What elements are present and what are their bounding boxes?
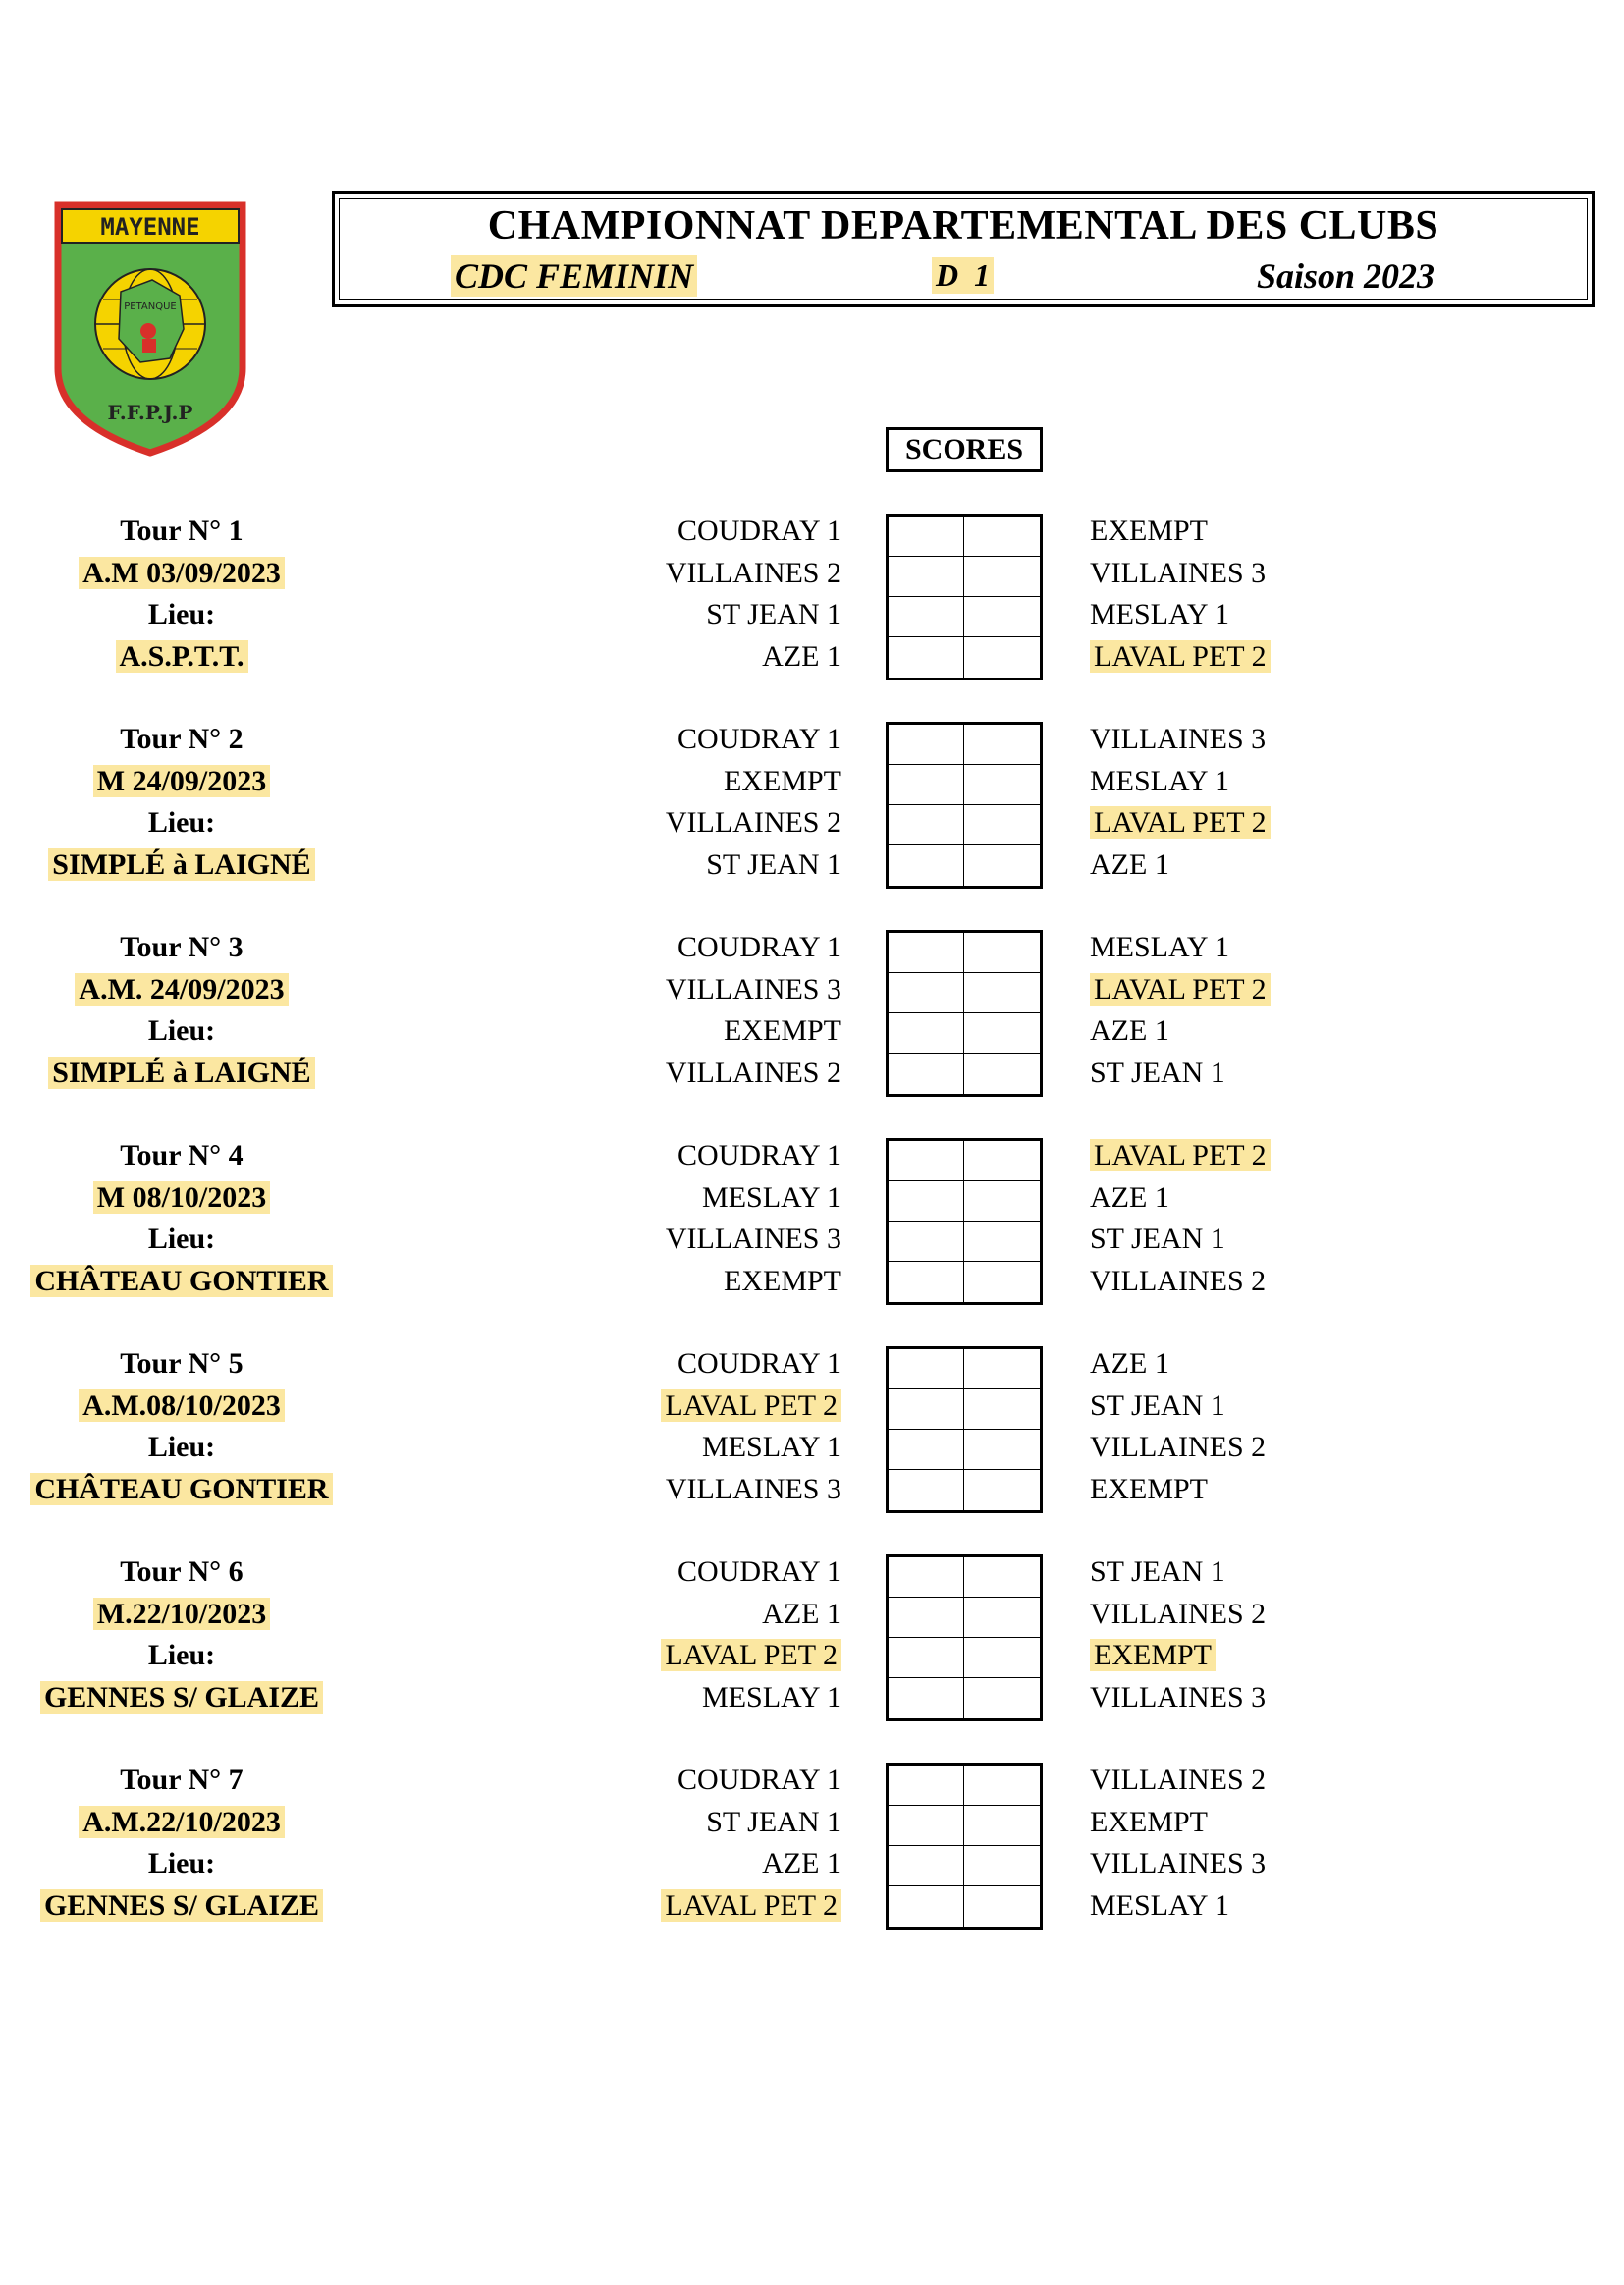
venue-label: Lieu: xyxy=(147,1014,216,1047)
home-teams xyxy=(661,1760,841,1927)
venue-name: CHÂTEAU GONTIER xyxy=(30,1265,332,1297)
home-team: EXEMPT xyxy=(724,1264,841,1297)
home-score-cell[interactable] xyxy=(889,845,964,886)
home-team: VILLAINES 2 xyxy=(665,806,841,839)
round-number: Tour N° 6 xyxy=(120,1555,244,1588)
away-score-cell[interactable] xyxy=(964,637,1040,678)
away-team: VILLAINES 2 xyxy=(1090,1764,1267,1796)
home-score-cell[interactable] xyxy=(889,597,964,637)
home-score-cell[interactable] xyxy=(889,1013,964,1054)
home-team: AZE 1 xyxy=(762,1597,841,1630)
home-score-cell[interactable] xyxy=(889,805,964,845)
svg-text:F.F.P.J.P: F.F.P.J.P xyxy=(107,401,193,424)
home-score-cell[interactable] xyxy=(889,1557,964,1598)
away-team: ST JEAN 1 xyxy=(1090,1223,1225,1255)
scores-heading: SCORES xyxy=(886,427,1043,472)
home-score-cell[interactable] xyxy=(889,1141,964,1181)
page-title: CHAMPIONNAT DEPARTEMENTAL DES CLUBS xyxy=(487,203,1439,248)
away-score-cell[interactable] xyxy=(964,1806,1040,1846)
round-date: A.M 03/09/2023 xyxy=(79,557,285,589)
away-team: MESLAY 1 xyxy=(1090,764,1229,797)
venue-name: SIMPLÉ à LAIGNÉ xyxy=(48,1057,314,1089)
home-team: COUDRAY 1 xyxy=(677,1347,841,1380)
away-team: EXEMPT xyxy=(1090,1639,1216,1671)
home-score-cell[interactable] xyxy=(889,1846,964,1886)
home-score-cell[interactable] xyxy=(889,1262,964,1302)
round-info xyxy=(10,927,353,1094)
away-team: LAVAL PET 2 xyxy=(1090,806,1271,839)
category-label: CDC FEMININ xyxy=(451,255,697,297)
round-info xyxy=(10,1343,353,1510)
score-grid xyxy=(886,1554,1043,1721)
away-score-cell[interactable] xyxy=(964,1349,1040,1389)
away-team: EXEMPT xyxy=(1090,1805,1208,1838)
away-score-cell[interactable] xyxy=(964,597,1040,637)
round-number: Tour N° 4 xyxy=(120,1139,244,1171)
venue-label: Lieu: xyxy=(147,1847,216,1879)
home-team: AZE 1 xyxy=(762,1847,841,1879)
home-score-cell[interactable] xyxy=(889,1766,964,1806)
away-score-cell[interactable] xyxy=(964,973,1040,1013)
home-score-cell[interactable] xyxy=(889,765,964,805)
round-6 xyxy=(0,1551,1624,1720)
away-team: VILLAINES 3 xyxy=(1090,723,1267,755)
away-score-cell[interactable] xyxy=(964,1181,1040,1222)
round-number: Tour N° 5 xyxy=(120,1347,244,1380)
away-team: MESLAY 1 xyxy=(1090,1888,1229,1922)
away-team: AZE 1 xyxy=(1090,1180,1169,1214)
home-team: COUDRAY 1 xyxy=(677,723,841,755)
home-score-cell[interactable] xyxy=(889,1054,964,1094)
round-date: A.M. 24/09/2023 xyxy=(75,973,288,1006)
round-5 xyxy=(0,1343,1624,1512)
away-score-cell[interactable] xyxy=(964,1141,1040,1181)
venue-label: Lieu: xyxy=(147,806,216,839)
home-score-cell[interactable] xyxy=(889,1222,964,1262)
away-teams xyxy=(1090,1135,1271,1302)
home-team: EXEMPT xyxy=(724,764,841,797)
header-box xyxy=(332,191,1595,307)
home-team: AZE 1 xyxy=(762,639,841,673)
home-teams xyxy=(666,719,841,886)
round-7 xyxy=(0,1760,1624,1929)
home-score-cell[interactable] xyxy=(889,517,964,557)
away-score-cell[interactable] xyxy=(964,1638,1040,1678)
home-teams xyxy=(661,1343,841,1510)
away-team: AZE 1 xyxy=(1090,1347,1169,1380)
round-3 xyxy=(0,927,1624,1096)
home-teams xyxy=(666,927,841,1094)
home-score-cell[interactable] xyxy=(889,1806,964,1846)
away-score-cell[interactable] xyxy=(964,845,1040,886)
away-team: LAVAL PET 2 xyxy=(1090,640,1271,673)
round-info xyxy=(10,1135,353,1302)
home-team: ST JEAN 1 xyxy=(706,847,841,881)
away-team: AZE 1 xyxy=(1090,1014,1169,1047)
away-team: AZE 1 xyxy=(1090,847,1169,881)
away-team: VILLAINES 2 xyxy=(1090,1597,1267,1630)
home-team: COUDRAY 1 xyxy=(677,1764,841,1796)
home-score-cell[interactable] xyxy=(889,933,964,973)
away-score-cell[interactable] xyxy=(964,725,1040,765)
round-1 xyxy=(0,511,1624,680)
home-score-cell[interactable] xyxy=(889,1181,964,1222)
round-info xyxy=(10,1760,353,1927)
home-score-cell[interactable] xyxy=(889,1678,964,1718)
away-teams xyxy=(1090,1760,1266,1927)
home-score-cell[interactable] xyxy=(889,1886,964,1927)
home-team: COUDRAY 1 xyxy=(677,1139,841,1171)
away-score-cell[interactable] xyxy=(964,1557,1040,1598)
home-team: MESLAY 1 xyxy=(702,1431,841,1463)
away-score-cell[interactable] xyxy=(964,933,1040,973)
away-score-cell[interactable] xyxy=(964,1013,1040,1054)
season-label: Saison 2023 xyxy=(1256,256,1435,296)
away-team: LAVAL PET 2 xyxy=(1090,973,1271,1006)
away-score-cell[interactable] xyxy=(964,1054,1040,1094)
away-score-cell[interactable] xyxy=(964,805,1040,845)
home-score-cell[interactable] xyxy=(889,1638,964,1678)
score-grid xyxy=(886,930,1043,1097)
away-score-cell[interactable] xyxy=(964,1262,1040,1302)
home-team: LAVAL PET 2 xyxy=(661,1639,841,1671)
venue-name: SIMPLÉ à LAIGNÉ xyxy=(48,848,314,881)
score-grid xyxy=(886,1346,1043,1513)
home-teams xyxy=(661,1551,841,1718)
round-date: A.M.22/10/2023 xyxy=(79,1806,285,1838)
score-grid xyxy=(886,1138,1043,1305)
svg-text:MAYENNE: MAYENNE xyxy=(100,213,200,241)
home-team: COUDRAY 1 xyxy=(677,931,841,963)
venue-name: CHÂTEAU GONTIER xyxy=(30,1473,332,1505)
mayenne-logo xyxy=(54,201,246,457)
venue-label: Lieu: xyxy=(147,1431,216,1463)
home-score-cell[interactable] xyxy=(889,1430,964,1470)
venue-label: Lieu: xyxy=(147,598,216,630)
venue-name: A.S.P.T.T. xyxy=(116,640,248,673)
away-score-cell[interactable] xyxy=(964,765,1040,805)
away-teams xyxy=(1090,719,1271,886)
round-info xyxy=(10,511,353,678)
away-score-cell[interactable] xyxy=(964,517,1040,557)
round-number: Tour N° 2 xyxy=(120,723,244,755)
venue-label: Lieu: xyxy=(147,1223,216,1255)
round-4 xyxy=(0,1135,1624,1304)
away-team: ST JEAN 1 xyxy=(1090,1056,1225,1089)
home-team: MESLAY 1 xyxy=(702,1180,841,1214)
round-date: M 24/09/2023 xyxy=(93,765,271,797)
home-team: MESLAY 1 xyxy=(702,1680,841,1714)
home-score-cell[interactable] xyxy=(889,637,964,678)
svg-text:PETANQUE: PETANQUE xyxy=(124,301,177,312)
away-teams xyxy=(1090,511,1271,678)
away-team: MESLAY 1 xyxy=(1090,931,1229,963)
home-score-cell[interactable] xyxy=(889,1349,964,1389)
away-teams xyxy=(1090,1551,1266,1718)
away-team: VILLAINES 3 xyxy=(1090,1680,1267,1714)
round-2 xyxy=(0,719,1624,888)
round-date: M.22/10/2023 xyxy=(93,1598,271,1630)
venue-label: Lieu: xyxy=(147,1639,216,1671)
home-team: VILLAINES 3 xyxy=(665,972,841,1006)
score-grid xyxy=(886,1763,1043,1930)
away-team: EXEMPT xyxy=(1090,1472,1208,1505)
away-score-cell[interactable] xyxy=(964,557,1040,597)
away-score-cell[interactable] xyxy=(964,1678,1040,1718)
home-team: ST JEAN 1 xyxy=(706,1805,841,1838)
home-team: COUDRAY 1 xyxy=(677,515,841,547)
away-team: VILLAINES 2 xyxy=(1090,1431,1267,1463)
home-teams xyxy=(666,511,841,678)
round-number: Tour N° 3 xyxy=(120,931,244,963)
round-number: Tour N° 7 xyxy=(120,1764,244,1796)
away-teams xyxy=(1090,927,1271,1094)
round-number: Tour N° 1 xyxy=(120,515,244,547)
venue-name: GENNES S/ GLAIZE xyxy=(40,1681,323,1714)
home-score-cell[interactable] xyxy=(889,557,964,597)
round-info xyxy=(10,719,353,886)
home-score-cell[interactable] xyxy=(889,1389,964,1430)
home-team: LAVAL PET 2 xyxy=(661,1889,841,1922)
home-team: ST JEAN 1 xyxy=(706,598,841,630)
away-team: VILLAINES 3 xyxy=(1090,556,1267,589)
score-grid xyxy=(886,514,1043,680)
home-team: VILLAINES 2 xyxy=(665,556,841,589)
round-date: M 08/10/2023 xyxy=(93,1181,271,1214)
away-team: ST JEAN 1 xyxy=(1090,1388,1225,1422)
away-team: MESLAY 1 xyxy=(1090,598,1229,630)
round-info xyxy=(10,1551,353,1718)
home-team: VILLAINES 3 xyxy=(665,1472,841,1505)
home-teams xyxy=(666,1135,841,1302)
home-team: COUDRAY 1 xyxy=(677,1555,841,1588)
away-score-cell[interactable] xyxy=(964,1766,1040,1806)
home-score-cell[interactable] xyxy=(889,725,964,765)
away-score-cell[interactable] xyxy=(964,1430,1040,1470)
away-score-cell[interactable] xyxy=(964,1222,1040,1262)
away-score-cell[interactable] xyxy=(964,1846,1040,1886)
home-score-cell[interactable] xyxy=(889,1598,964,1638)
away-score-cell[interactable] xyxy=(964,1598,1040,1638)
home-team: VILLAINES 2 xyxy=(665,1056,841,1089)
home-score-cell[interactable] xyxy=(889,973,964,1013)
away-team: VILLAINES 2 xyxy=(1090,1264,1267,1297)
away-team: LAVAL PET 2 xyxy=(1090,1139,1271,1171)
away-score-cell[interactable] xyxy=(964,1470,1040,1510)
away-team: EXEMPT xyxy=(1090,515,1208,547)
away-team: VILLAINES 3 xyxy=(1090,1847,1267,1879)
venue-name: GENNES S/ GLAIZE xyxy=(40,1889,323,1922)
away-score-cell[interactable] xyxy=(964,1886,1040,1927)
score-grid xyxy=(886,722,1043,889)
away-teams xyxy=(1090,1343,1266,1510)
home-score-cell[interactable] xyxy=(889,1470,964,1510)
home-team: VILLAINES 3 xyxy=(665,1223,841,1255)
home-team: EXEMPT xyxy=(724,1014,841,1047)
home-team: LAVAL PET 2 xyxy=(661,1389,841,1422)
round-date: A.M.08/10/2023 xyxy=(79,1389,285,1422)
away-team: ST JEAN 1 xyxy=(1090,1555,1225,1588)
division-label: D 1 xyxy=(932,257,994,294)
away-score-cell[interactable] xyxy=(964,1389,1040,1430)
